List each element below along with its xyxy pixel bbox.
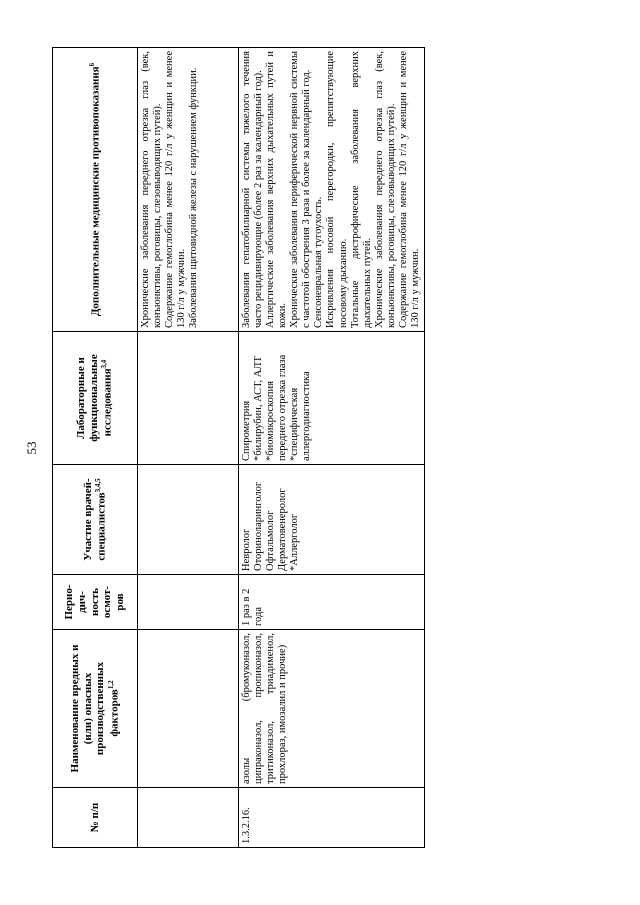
cell-labs: [138, 332, 239, 465]
contra-line: Содержание гемоглобина менее 120 г/л у женщин и менее 130 г/л у мужчин.: [397, 51, 421, 328]
contra-line: Заболевания щитовидной железы с нарушением функции.: [188, 67, 200, 328]
factors-table: [52, 47, 425, 848]
contra-line: Искривления носовой перегородки, препятствующие носовому дыханию.: [325, 51, 349, 328]
header-name-sup: 1,2: [106, 680, 115, 690]
doctor-item: Невролог: [241, 528, 252, 571]
header-period: Перио-дич-ность осмот-ров: [53, 575, 138, 630]
cell-num: [138, 788, 239, 848]
contra-line: Хронические заболевания переднего отрезка глаз (век, конъюнктивы, роговицы, слезовыводящих путей).: [140, 51, 164, 328]
cell-name: азолы (бромуконазол, ципраконазол, пропиконазол, тритиконазол, триадименол, прохлораз, имозалил и прочие): [239, 630, 425, 788]
cell-period: [138, 575, 239, 630]
header-row: [53, 48, 138, 848]
doctor-item: Оториноларинголог: [253, 481, 265, 571]
cell-contra: [138, 48, 239, 332]
contra-line: Аллергические заболевания верхних дыхательных путей и кожи.: [265, 51, 289, 328]
contra-line: Содержание гемоглобина менее 120 г/л у женщин и менее 130 г/л у мужчин.: [164, 51, 188, 328]
header-doctors: [53, 465, 138, 575]
cell-num: 1.3.2.16.: [239, 788, 425, 848]
table-row: [239, 48, 425, 848]
lab-item: *биомикроскопия переднего отрезка глаза: [265, 354, 289, 461]
header-name: [53, 630, 138, 788]
doctor-item: Офтальмолог: [265, 510, 277, 571]
header-labs-text: Лабораторные и функциональные исследования: [75, 354, 115, 442]
contra-line: Хронические заболевания переднего отрезка глаз (век, конъюнктивы, роговицы, слезовыводящих путей).: [373, 51, 397, 328]
page-number: 53: [24, 441, 39, 455]
header-name-text: Наименование вредных и (или) опасных производственных факторов: [68, 644, 121, 773]
rotated-page: [24, 48, 567, 848]
table-row: [138, 48, 239, 848]
cell-labs: [239, 332, 425, 465]
cell-doctors: [138, 465, 239, 575]
header-doctors-text: Участие врачей-специалистов: [81, 478, 108, 561]
cell-name: [138, 630, 239, 788]
contra-line: Хронические заболевания периферической нервной системы с частотой обострения 3 раза и более за календарный год.: [289, 51, 313, 328]
lab-item: *билирубин, АСТ, АЛТ: [253, 356, 265, 461]
contra-line: Сенсоневральная тугоухость.: [313, 196, 325, 328]
header-num: № п/п: [53, 788, 138, 848]
doctor-item: Дерматовенеролог: [277, 488, 289, 571]
contra-line: Тотальные дистрофические заболевания верхних дыхательных путей.: [349, 51, 373, 328]
cell-doctors: [239, 465, 425, 575]
header-doctors-sup: 3,4,5: [94, 478, 103, 493]
header-contra-text: Дополнительные медицинские противопоказания: [89, 66, 102, 317]
cell-contra: [239, 48, 425, 332]
header-contra: [53, 48, 138, 332]
header-labs: [53, 332, 138, 465]
header-contra-sup: 6: [87, 62, 96, 67]
lab-item: *специфическая аллергодиагностика: [289, 371, 313, 461]
doctor-item: *Аллерголог: [289, 513, 301, 571]
contra-line: Заболевания гепатобилиарной системы тяжелого течения часто рецидивирующие (более 2 раз за календарный год).: [241, 51, 265, 328]
cell-period: 1 раз в 2 года: [239, 575, 425, 630]
lab-item: Спирометрия: [241, 400, 252, 461]
header-labs-sup: 3,4: [100, 359, 109, 369]
